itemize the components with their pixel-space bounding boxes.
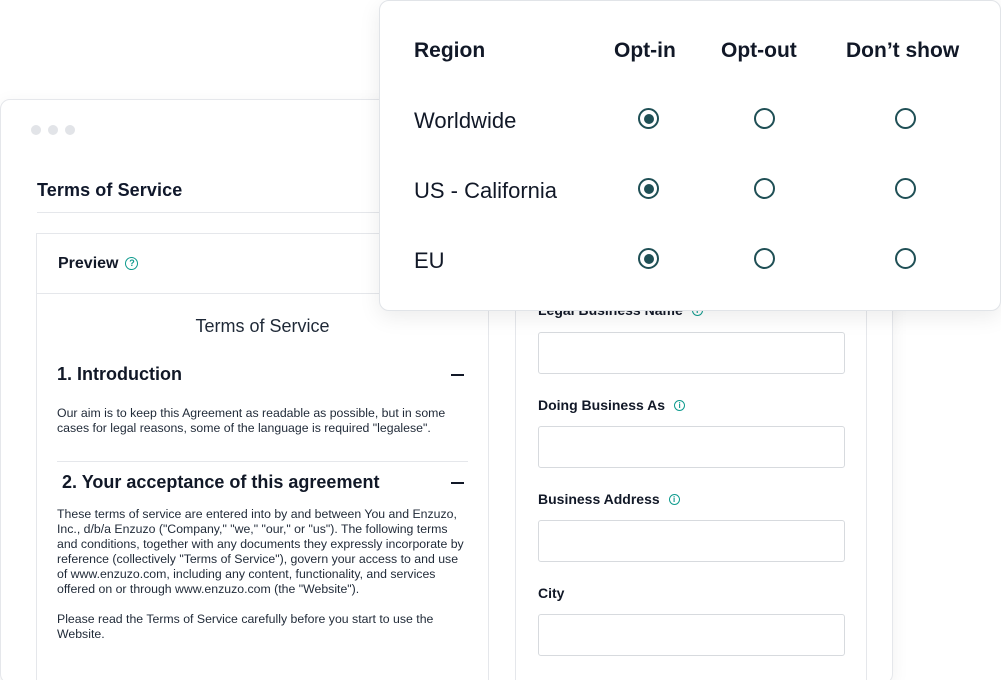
field-label [538, 491, 680, 507]
dont-show-radio[interactable] [895, 108, 916, 129]
terms-section [37, 472, 488, 642]
section-body: Our aim is to keep this Agreement as readable as possible, but in some cases for legal reasons, some of the language is required "legalese". [57, 406, 446, 435]
section-body: These terms of service are entered into by and between You and Enzuzo, Inc., d/b/a Enzuzo ("Company," "we," "our," or "us"). The following terms and conditions, together with any documents they expressly incorporate by reference (collectively "Terms of Service"), govern your access to and use of www.enzuzo.com, including any content, functionality, and services offered on or through www.enzuzo.com (the "Website"). [57, 507, 464, 596]
field-label-text: Business Address [538, 491, 660, 507]
doing-business-as-input[interactable] [538, 426, 845, 468]
window-dot-icon[interactable] [31, 125, 41, 135]
region-label: Worldwide [414, 108, 517, 133]
column-header-dont-show: Don’t show [846, 39, 960, 62]
collapse-icon[interactable] [451, 374, 464, 376]
page-title: Terms of Service [37, 180, 183, 200]
field-label [538, 397, 685, 413]
section-header[interactable] [57, 364, 468, 385]
field-label-text: City [538, 585, 565, 601]
dont-show-radio[interactable] [895, 248, 916, 269]
help-icon[interactable]: ? [125, 257, 138, 270]
window-controls [31, 125, 75, 135]
terms-section [37, 364, 488, 462]
preview-heading: Preview [58, 254, 119, 272]
business-address-input[interactable] [538, 520, 845, 562]
field-label [538, 585, 564, 601]
document-title: Terms of Service [195, 316, 330, 336]
field-label-text: Doing Business As [538, 397, 666, 413]
legal-business-name-input[interactable] [538, 332, 845, 374]
column-header-region: Region [414, 39, 486, 62]
section-body: Please read the Terms of Service carefully before you start to use the Website. [57, 612, 434, 641]
opt-out-radio[interactable] [754, 178, 775, 199]
info-icon[interactable]: i [674, 400, 685, 411]
region-label: EU [414, 248, 445, 273]
column-header-opt-out: Opt-out [721, 39, 797, 62]
dont-show-radio[interactable] [895, 178, 916, 199]
city-input[interactable] [538, 614, 845, 656]
window-dot-icon[interactable] [48, 125, 58, 135]
window-dot-icon[interactable] [65, 125, 75, 135]
collapse-icon[interactable] [451, 482, 464, 484]
section-heading: 1. Introduction [57, 364, 182, 384]
section-heading: 2. Your acceptance of this agreement [62, 472, 380, 492]
opt-in-radio[interactable] [638, 108, 659, 129]
section-header[interactable] [57, 472, 468, 493]
opt-in-radio[interactable] [638, 178, 659, 199]
opt-out-radio[interactable] [754, 248, 775, 269]
opt-out-radio[interactable] [754, 108, 775, 129]
consent-settings-popover [379, 0, 1001, 311]
opt-in-radio[interactable] [638, 248, 659, 269]
region-label: US - California [414, 178, 558, 203]
section-divider [57, 461, 468, 462]
column-header-opt-in: Opt-in [614, 39, 676, 62]
info-icon[interactable]: i [669, 494, 680, 505]
